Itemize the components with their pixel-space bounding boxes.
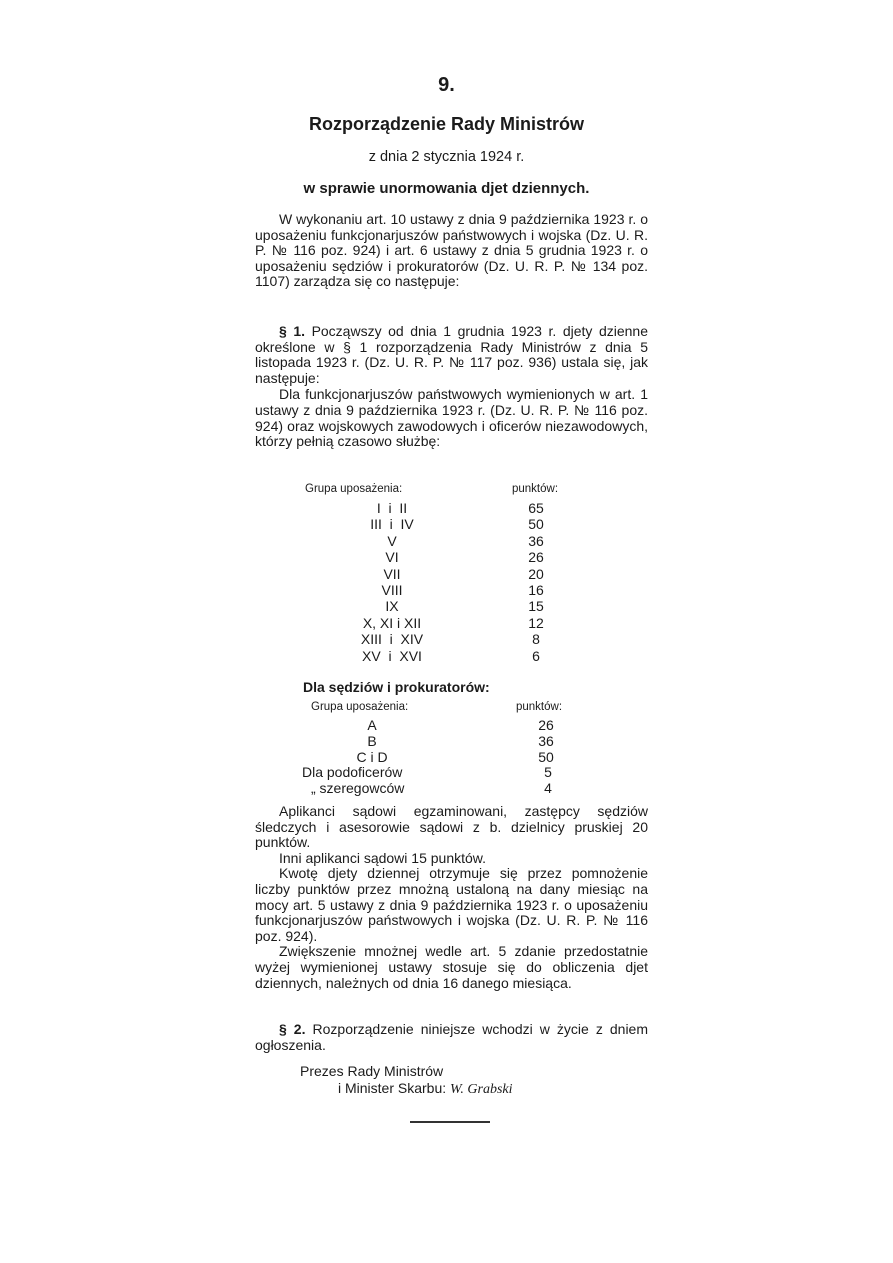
privates-label: „ szeregowców: [311, 780, 405, 796]
table-row-group: VII: [383, 565, 401, 582]
section-1-text: Począwszy od dnia 1 grudnia 1923 r. djety dzienne określone w § 1 rozporządzenia Rady Ministrów z dnia 5 listopada 1923 r. (Dz. U. R. P. № 117 poz. 936) ustala się, jak następuje:: [255, 323, 648, 386]
table1-points-header: punktów:: [512, 483, 559, 495]
intro-paragraph: [255, 212, 648, 290]
section-1-mark: § 1.: [279, 323, 306, 339]
table-row-points: 26: [528, 549, 544, 566]
table-row-group: X, XI i XII: [362, 614, 422, 631]
table-row-group: A: [367, 717, 377, 733]
privates-points: 4: [544, 780, 552, 796]
table-row-group: VIII: [381, 582, 403, 598]
amount-text: Kwotę djety dziennej otrzymuje się przez pomnożenie liczby punktów przez mnożną ustaloną na dany miesiąc na mocy art. 5 ustawy z dnia 9 października 1923 r. o uposażeniu funkcjonarjuszów państwowych i wojska (Dz. U. R. P. № 116 poz. 924).: [255, 865, 648, 944]
table-row-group: C i D: [356, 749, 388, 765]
applicants-text: Aplikanci sądowi egzaminowani, zastępcy sędziów śledczych i asesorowie sądowi z b. dzielnicy pruskiej 20 punktów.: [255, 803, 648, 851]
table-row-group: XIII i XIV: [360, 631, 424, 648]
table-row-points: 50: [538, 749, 554, 765]
table2-points-header: punktów:: [516, 701, 563, 713]
table2-group-header: Grupa uposażenia:: [311, 701, 409, 713]
section-2-mark: § 2.: [279, 1021, 306, 1037]
section-2: [255, 1022, 648, 1053]
nco-label: Dla podoficerów: [302, 764, 403, 780]
table-row-points: 16: [528, 582, 544, 598]
table-row-group: I i II: [376, 500, 408, 516]
signature-line-1: Prezes Rady Ministrów: [300, 1063, 444, 1079]
table-row-points: 36: [538, 733, 554, 749]
document-title: Rozporządzenie Rady Ministrów: [308, 114, 585, 134]
closing-paragraphs: [255, 804, 648, 991]
table-row-points: 20: [528, 565, 544, 582]
table-row-points: 50: [528, 516, 544, 533]
table-row-points: 36: [528, 532, 544, 549]
table-row-group: III i IV: [370, 516, 414, 533]
nco-points: 5: [544, 764, 552, 780]
table-row-points: 26: [538, 717, 554, 733]
signature-title: i Minister Skarbu:: [338, 1080, 447, 1096]
section-1-subparagraph: Dla funkcjonarjuszów państwowych wymienionych w art. 1 ustawy z dnia 9 października 1923 r. (Dz. U. R. P. № 116 poz. 924) oraz wojskowych zawodowych i oficerów niezawodowych, którzy pełnią czasowo służbę:: [255, 386, 648, 450]
closing-rule: [410, 1121, 490, 1123]
table-row-points: 12: [528, 614, 544, 631]
table-row-group: V: [387, 532, 397, 549]
signature-line-2: [338, 1080, 513, 1098]
table-row-points: 65: [528, 500, 544, 516]
document-date: z dnia 2 stycznia 1924 r.: [368, 149, 525, 165]
increase-text: Zwiększenie mnożnej wedle art. 5 zdanie przedostatnie wyżej wymienionej ustawy stosuje się do obliczenia djet dziennych, należnych od dnia 16 danego miesiąca.: [255, 943, 648, 991]
other-applicants-text: Inni aplikanci sądowi 15 punktów.: [279, 849, 487, 866]
signature-name: W. Grabski: [450, 1082, 513, 1097]
section-2-text: Rozporządzenie niniejsze wchodzi w życie z dniem ogłoszenia.: [255, 1021, 649, 1053]
document-number: 9.: [438, 74, 455, 96]
judges-heading: Dla sędziów i prokuratorów:: [303, 679, 490, 695]
intro-text: W wykonaniu art. 10 ustawy z dnia 9 października 1923 r. o uposażeniu funkcjonarjuszów państwowych i wojska (Dz. U. R. P. № 116 poz. 924) i art. 6 ustawy z dnia 5 grudnia 1923 r. o uposażeniu sędziów i prokuratorów (Dz. U. R. P. № 134 poz. 1107) zarządza się co następuje:: [255, 211, 648, 290]
table-row-group: XV i XVI: [362, 647, 422, 664]
table-row-points: 6: [532, 647, 540, 664]
document-subject: w sprawie unormowania djet dziennych.: [303, 180, 590, 197]
table-row-group: IX: [385, 598, 399, 615]
table-row-points: 8: [532, 631, 540, 648]
table-row-points: 15: [528, 598, 544, 615]
section-1: [255, 324, 648, 450]
section-2-paragraph: [255, 1022, 648, 1053]
table-row-group: VI: [385, 549, 399, 566]
table1-group-header: Grupa uposażenia:: [305, 483, 403, 495]
table-row-group: B: [367, 733, 377, 749]
section-1-paragraph: [255, 324, 648, 386]
